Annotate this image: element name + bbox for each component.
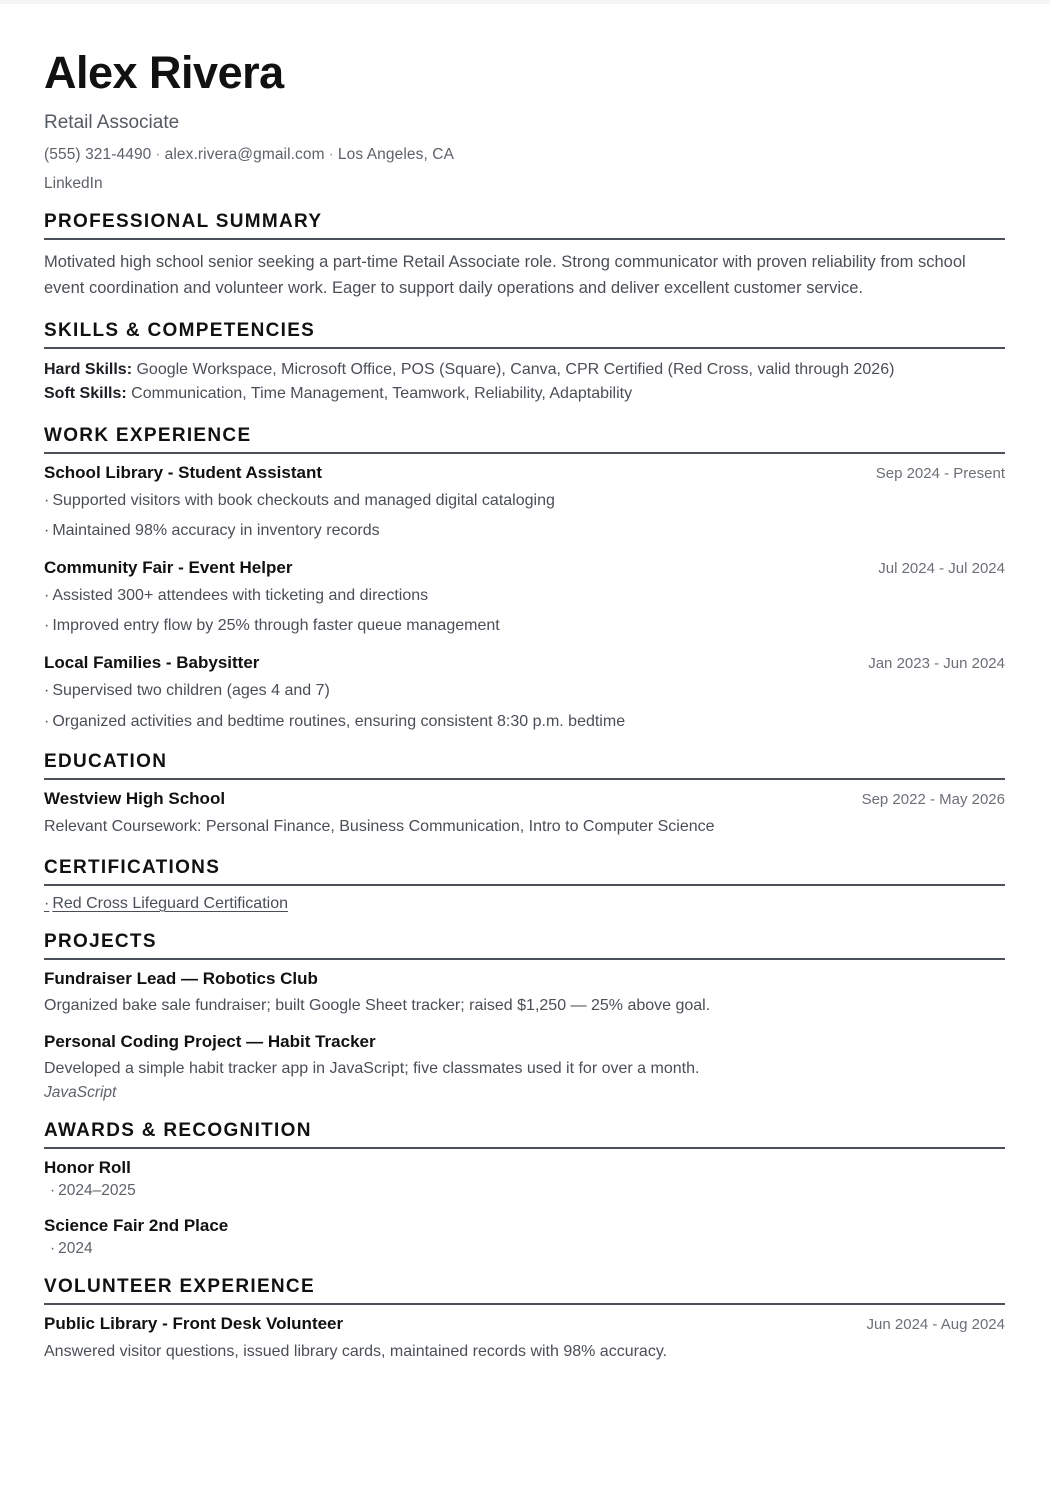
education-date: Sep 2022 - May 2026 (861, 790, 1005, 808)
work-entry-head (44, 558, 1005, 578)
work-entry (44, 463, 1005, 542)
work-entry-bullet (44, 614, 1005, 637)
work-entry (44, 558, 1005, 637)
section-heading-education: EDUCATION (44, 751, 1005, 780)
work-entry-bullet-text: Improved entry flow by 25% through faster queue management (52, 617, 500, 635)
project-description: Organized bake sale fundraiser; built Google Sheet tracker; raised $1,250 — 25% above goal. (44, 996, 711, 1014)
work-entry-bullet (44, 489, 1005, 512)
education-entry-head (44, 789, 1005, 809)
work-entry-bullet-text: Assisted 300+ attendees with ticketing and directions (52, 586, 429, 604)
bullet-dot-icon: · (44, 617, 50, 635)
work-entry-bullet (44, 519, 1005, 542)
section-heading-awards: AWARDS & RECOGNITION (44, 1120, 1005, 1149)
work-entry-title: Community Fair - Event Helper (44, 557, 293, 577)
soft-skills-label: Soft Skills: (44, 385, 127, 403)
bullet-dot-icon: · (44, 682, 50, 700)
resume-header (44, 48, 1005, 193)
work-entry-head (44, 463, 1005, 483)
section-skills (44, 320, 1005, 407)
work-entry-bullet (44, 584, 1005, 607)
contact-phone: (555) 321-4490 (44, 145, 152, 163)
linkedin-link[interactable]: LinkedIn (44, 174, 103, 192)
project-title: Fundraiser Lead — Robotics Club (44, 968, 318, 988)
hard-skills-value: Google Workspace, Microsoft Office, POS (Square), Canva, CPR Certified (Red Cross, valid through 2026) (136, 360, 895, 378)
award-meta (44, 1240, 1005, 1258)
section-professional-summary (44, 211, 1005, 302)
award-meta-text: 2024–2025 (58, 1181, 136, 1199)
work-entry-date: Sep 2024 - Present (875, 464, 1005, 482)
contact-location: Los Angeles, CA (337, 145, 455, 163)
volunteer-entry-description: Answered visitor questions, issued library cards, maintained records with 98% accuracy. (44, 1342, 668, 1360)
volunteer-entry-date: Jun 2024 - Aug 2024 (866, 1315, 1005, 1333)
summary-text: Motivated high school senior seeking a part-time Retail Associate role. Strong communicator with proven reliability from school event coordination and volunteer work. Eager to support daily operations and deliver excellent customer service. (44, 252, 966, 298)
work-entry (44, 653, 1005, 732)
education-coursework: Relevant Coursework: Personal Finance, Business Communication, Intro to Computer Science (44, 817, 715, 835)
section-heading-certifications: CERTIFICATIONS (44, 857, 1005, 886)
section-heading-skills: SKILLS & COMPETENCIES (44, 320, 1005, 349)
work-entry-bullet (44, 679, 1005, 702)
project-item (44, 969, 1005, 1018)
bullet-dot-icon: · (44, 521, 50, 539)
work-entry-bullet-text: Maintained 98% accuracy in inventory records (52, 521, 380, 539)
links-line (44, 175, 1005, 193)
certification-name: Red Cross Lifeguard Certification (52, 894, 288, 912)
work-entry-bullet-text: Supervised two children (ages 4 and 7) (52, 682, 330, 700)
education-entry (44, 789, 1005, 839)
award-title: Honor Roll (44, 1157, 131, 1177)
section-heading-volunteer: VOLUNTEER EXPERIENCE (44, 1276, 1005, 1305)
work-entry-bullet-text: Organized activities and bedtime routines, ensuring consistent 8:30 p.m. bedtime (52, 712, 626, 730)
bullet-dot-icon: · (50, 1239, 56, 1257)
award-item (44, 1158, 1005, 1200)
contact-email[interactable]: alex.rivera@gmail.com (164, 145, 325, 163)
soft-skills-value: Communication, Time Management, Teamwork, Reliability, Adaptability (131, 385, 633, 403)
work-entry-date: Jul 2024 - Jul 2024 (878, 559, 1005, 577)
award-meta-text: 2024 (58, 1239, 93, 1257)
volunteer-entry-head (44, 1314, 1005, 1334)
contact-separator: · (155, 145, 161, 163)
certification-item-text[interactable] (44, 895, 288, 912)
bullet-dot-icon: · (44, 491, 50, 509)
award-meta (44, 1182, 1005, 1200)
work-entry-bullet (44, 710, 1005, 733)
section-projects (44, 931, 1005, 1102)
section-heading-work: WORK EXPERIENCE (44, 425, 1005, 454)
hard-skills-label: Hard Skills: (44, 360, 133, 378)
section-heading-projects: PROJECTS (44, 931, 1005, 960)
candidate-name: Alex Rivera (44, 47, 284, 98)
resume-page (0, 4, 1050, 1492)
work-entry-title: Local Families - Babysitter (44, 653, 260, 673)
project-item (44, 1032, 1005, 1102)
section-heading-summary: PROFESSIONAL SUMMARY (44, 211, 1005, 240)
contact-separator: · (328, 145, 334, 163)
contact-line (44, 146, 1005, 164)
certification-item[interactable] (44, 895, 1005, 913)
section-awards (44, 1120, 1005, 1258)
volunteer-entry (44, 1314, 1005, 1364)
project-description: Developed a simple habit tracker app in JavaScript; five classmates used it for over a month. (44, 1059, 700, 1077)
work-entry-bullet-text: Supported visitors with book checkouts and managed digital cataloging (52, 491, 555, 509)
education-school-name: Westview High School (44, 788, 226, 808)
section-certifications (44, 857, 1005, 913)
work-entry-title: School Library - Student Assistant (44, 462, 323, 482)
candidate-job-title: Retail Associate (44, 111, 180, 133)
section-work-experience (44, 425, 1005, 733)
hard-skills-line (44, 358, 1005, 382)
project-tech-tag: JavaScript (44, 1083, 117, 1101)
volunteer-entry-title: Public Library - Front Desk Volunteer (44, 1313, 344, 1333)
bullet-dot-icon: · (44, 894, 50, 912)
project-title: Personal Coding Project — Habit Tracker (44, 1031, 376, 1051)
bullet-dot-icon: · (50, 1181, 56, 1199)
bullet-dot-icon: · (44, 586, 50, 604)
bullet-dot-icon: · (44, 712, 50, 730)
work-entry-head (44, 653, 1005, 673)
soft-skills-line (44, 382, 1005, 406)
award-title: Science Fair 2nd Place (44, 1215, 229, 1235)
section-education (44, 751, 1005, 839)
work-entry-date: Jan 2023 - Jun 2024 (868, 655, 1005, 673)
award-item (44, 1216, 1005, 1258)
section-volunteer-experience (44, 1276, 1005, 1364)
